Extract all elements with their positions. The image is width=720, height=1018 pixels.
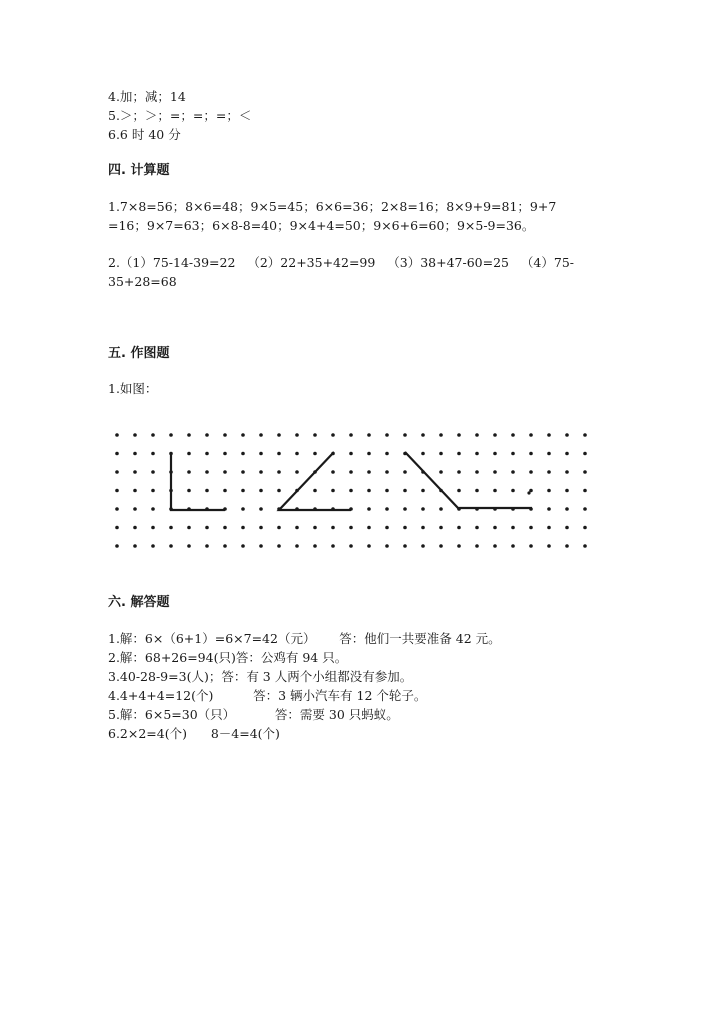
solve-answer-5: 5.解：6×5=30（只） 答：需要 30 只蚂蚁。	[108, 707, 399, 722]
grid-dot	[565, 470, 569, 474]
grid-dot	[313, 433, 317, 437]
answer-4: 4.加；减；14	[108, 89, 186, 104]
grid-dot	[475, 489, 479, 493]
grid-dot	[241, 452, 245, 456]
section-6-heading: 六. 解答题	[108, 595, 170, 610]
grid-dot	[421, 507, 425, 511]
calc-answer-2-line-2: 35+28=68	[108, 274, 177, 289]
stray-mark	[527, 491, 530, 494]
grid-dot	[493, 470, 497, 474]
grid-dot	[349, 526, 353, 530]
grid-dot	[277, 544, 281, 548]
grid-dot	[241, 507, 245, 511]
grid-dot	[385, 544, 389, 548]
grid-dot	[385, 507, 389, 511]
grid-dot	[403, 507, 407, 511]
grid-dot	[133, 507, 137, 511]
grid-dot	[331, 526, 335, 530]
grid-dot	[439, 526, 443, 530]
grid-dot	[241, 526, 245, 530]
grid-dot	[349, 489, 353, 493]
grid-dot	[403, 489, 407, 493]
calc-answer-1-line-1: 1.7×8=56；8×6=48；9×5=45；6×6=36；2×8=16；8×9+9=81；9+7	[108, 199, 557, 214]
grid-dot	[295, 526, 299, 530]
grid-dot	[367, 544, 371, 548]
figure-right-angle	[171, 452, 225, 510]
grid-dot	[277, 489, 281, 493]
solve-answer-3: 3.40-28-9=3(人)；答：有 3 人两个小组都没有参加。	[108, 669, 413, 684]
answer-5: 5.＞；＞；=；=；=；＜	[108, 108, 252, 123]
grid-dot	[151, 489, 155, 493]
grid-dot	[223, 526, 227, 530]
grid-dot	[565, 489, 569, 493]
section-5-heading: 五. 作图题	[108, 346, 170, 361]
grid-dot	[277, 470, 281, 474]
grid-dot	[367, 470, 371, 474]
grid-dot	[583, 489, 587, 493]
grid-dot	[151, 433, 155, 437]
grid-dot	[547, 452, 551, 456]
grid-dot	[205, 452, 209, 456]
grid-dot	[331, 544, 335, 548]
grid-dot	[295, 470, 299, 474]
grid-dot	[295, 452, 299, 456]
grid-dot	[367, 507, 371, 511]
grid-dot	[169, 544, 173, 548]
grid-dot	[259, 470, 263, 474]
drawing-answer-1: 1.如图：	[108, 381, 158, 396]
grid-dot	[331, 489, 335, 493]
grid-dot	[277, 433, 281, 437]
grid-dot	[583, 452, 587, 456]
grid-dot	[277, 526, 281, 530]
grid-dot	[133, 470, 137, 474]
grid-dot	[547, 433, 551, 437]
grid-dots	[115, 433, 587, 548]
calc-answer-2-line-1: 2.（1）75-14-39=22 （2）22+35+42=99 （3）38+47-60=25 （4）75-	[108, 255, 575, 270]
grid-dot	[475, 544, 479, 548]
grid-dot	[457, 433, 461, 437]
grid-dot	[511, 470, 515, 474]
grid-dot	[349, 470, 353, 474]
grid-dot	[583, 433, 587, 437]
grid-dot	[529, 433, 533, 437]
answer-6: 6.6 时 40 分	[108, 127, 181, 142]
grid-dot	[205, 470, 209, 474]
grid-dot	[547, 526, 551, 530]
grid-dot	[367, 452, 371, 456]
grid-dot	[133, 526, 137, 530]
grid-dot	[511, 526, 515, 530]
grid-dot	[565, 507, 569, 511]
grid-dot	[241, 544, 245, 548]
grid-dot	[403, 470, 407, 474]
grid-dot	[457, 544, 461, 548]
grid-dot	[457, 470, 461, 474]
grid-dot	[133, 452, 137, 456]
grid-dot	[529, 526, 533, 530]
grid-dot	[115, 526, 119, 530]
grid-dot	[133, 489, 137, 493]
grid-dot	[475, 433, 479, 437]
grid-dot	[547, 507, 551, 511]
grid-dot	[151, 544, 155, 548]
grid-dot	[133, 544, 137, 548]
grid-dot	[115, 544, 119, 548]
grid-dot	[223, 489, 227, 493]
grid-dot	[385, 433, 389, 437]
solve-answer-1: 1.解：6×（6+1）=6×7=42（元） 答：他们一共要准备 42 元。	[108, 631, 501, 646]
grid-dot	[313, 452, 317, 456]
grid-dot	[493, 544, 497, 548]
grid-dot	[493, 526, 497, 530]
solve-answer-4: 4.4+4+4=12(个) 答：3 辆小汽车有 12 个轮子。	[108, 688, 427, 703]
grid-dot	[169, 526, 173, 530]
grid-dot	[367, 489, 371, 493]
grid-dot	[475, 470, 479, 474]
grid-dot	[385, 452, 389, 456]
grid-dot	[421, 433, 425, 437]
grid-dot	[403, 433, 407, 437]
grid-dot	[439, 470, 443, 474]
grid-dot	[439, 452, 443, 456]
solve-answer-6: 6.2×2=4(个) 8－4=4(个)	[108, 726, 280, 741]
grid-dot	[169, 433, 173, 437]
grid-dot	[115, 452, 119, 456]
grid-dot	[241, 470, 245, 474]
grid-dot	[511, 452, 515, 456]
grid-dot	[439, 507, 443, 511]
grid-dot	[115, 470, 119, 474]
grid-dot	[295, 433, 299, 437]
grid-dot	[349, 452, 353, 456]
grid-dot	[385, 489, 389, 493]
grid-dot	[547, 470, 551, 474]
grid-dot	[457, 452, 461, 456]
grid-dot	[277, 452, 281, 456]
grid-dot	[259, 452, 263, 456]
grid-dot	[187, 470, 191, 474]
grid-dot	[223, 470, 227, 474]
grid-dot	[547, 544, 551, 548]
grid-dot	[583, 544, 587, 548]
grid-dot	[385, 470, 389, 474]
figure-obtuse-angle	[405, 452, 532, 508]
grid-dot	[511, 544, 515, 548]
grid-dot	[421, 489, 425, 493]
grid-dot	[583, 470, 587, 474]
grid-dot	[385, 526, 389, 530]
grid-dot	[313, 489, 317, 493]
grid-dot	[493, 489, 497, 493]
grid-dot	[259, 526, 263, 530]
grid-dot	[151, 452, 155, 456]
grid-dot	[403, 544, 407, 548]
grid-dot	[331, 470, 335, 474]
figure-acute-angle	[279, 452, 351, 510]
grid-dot	[223, 544, 227, 548]
grid-dot	[367, 526, 371, 530]
calc-answer-1-line-2: =16；9×7=63；6×8-8=40；9×4+4=50；9×6+6=60；9×5-9=36。	[108, 218, 535, 233]
grid-dot	[313, 526, 317, 530]
dot-grid-figure	[108, 424, 608, 556]
grid-dot	[565, 544, 569, 548]
grid-dot	[565, 433, 569, 437]
grid-dot	[457, 489, 461, 493]
grid-dot	[565, 452, 569, 456]
grid-dot	[565, 526, 569, 530]
grid-dot	[421, 452, 425, 456]
grid-dot	[205, 526, 209, 530]
grid-dot	[259, 489, 263, 493]
grid-dot	[259, 544, 263, 548]
grid-dot	[187, 433, 191, 437]
grid-dot	[493, 452, 497, 456]
solve-answer-2: 2.解：68+26=94(只)答：公鸡有 94 只。	[108, 650, 348, 665]
grid-dot	[115, 433, 119, 437]
grid-dot	[583, 507, 587, 511]
grid-dot	[331, 433, 335, 437]
grid-dot	[493, 433, 497, 437]
grid-dot	[529, 544, 533, 548]
grid-dot	[403, 526, 407, 530]
grid-dot	[475, 526, 479, 530]
grid-dot	[583, 526, 587, 530]
grid-dot	[241, 489, 245, 493]
grid-dot	[529, 452, 533, 456]
grid-dot	[259, 507, 263, 511]
grid-dot	[205, 489, 209, 493]
grid-dot	[187, 489, 191, 493]
grid-dot	[151, 526, 155, 530]
grid-dot	[151, 507, 155, 511]
grid-dot	[529, 470, 533, 474]
grid-dot	[115, 489, 119, 493]
section-4-heading: 四. 计算题	[108, 163, 170, 178]
grid-dot	[511, 489, 515, 493]
grid-dot	[115, 507, 119, 511]
grid-dot	[295, 544, 299, 548]
grid-dot	[475, 452, 479, 456]
grid-dot	[187, 544, 191, 548]
grid-dot	[547, 489, 551, 493]
grid-dot	[223, 452, 227, 456]
grid-dot	[205, 544, 209, 548]
grid-dot	[439, 433, 443, 437]
grid-dot	[241, 433, 245, 437]
grid-dot	[349, 433, 353, 437]
grid-dot	[457, 526, 461, 530]
grid-dot	[133, 433, 137, 437]
grid-dot	[187, 526, 191, 530]
grid-dot	[223, 433, 227, 437]
grid-dot	[205, 433, 209, 437]
grid-dot	[421, 526, 425, 530]
grid-dot	[151, 470, 155, 474]
grid-dot	[511, 433, 515, 437]
grid-dot	[313, 544, 317, 548]
grid-dot	[421, 544, 425, 548]
grid-dot	[349, 544, 353, 548]
grid-dot	[187, 452, 191, 456]
grid-dot	[367, 433, 371, 437]
grid-dot	[259, 433, 263, 437]
grid-dot	[439, 544, 443, 548]
